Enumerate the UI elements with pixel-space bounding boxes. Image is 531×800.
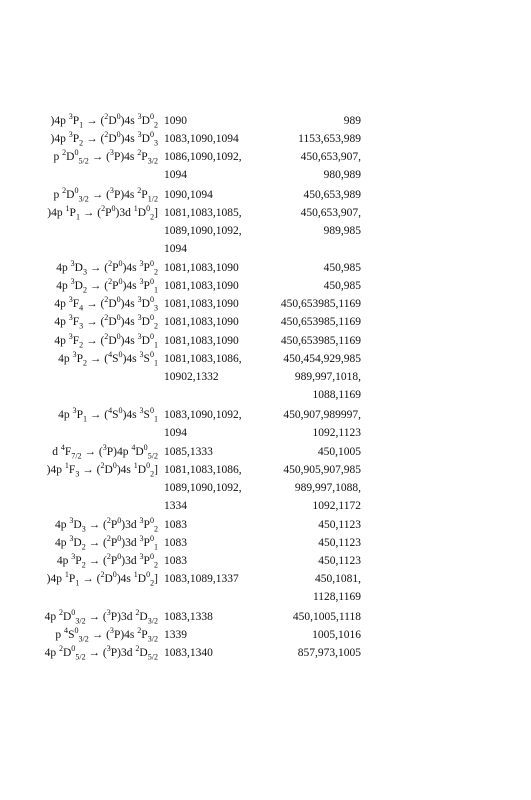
reference-cell: 1086,1090,1092, [164,151,242,163]
reference-cell: 1083,1089,1337 [164,573,239,585]
transition-cell: )4p $^1P_1 \to (^2D^0)4s$ $^1D^0_2$] [46,570,158,588]
transition-cell: 4p $^3F_4 \to (^2D^0)4s$ $^3D^0_3$ [54,295,158,313]
table-row [0,552,531,570]
table-row [0,424,531,442]
reference-cell: 1083,1090,1094 [164,133,239,145]
value-cell: 450,905,907,985 [283,464,361,476]
table-row [0,186,531,204]
value-cell: 450,985 [323,280,361,292]
transition-cell: 4p $^3D_2 \to (^2P^0)3d$ $^3P^0_1$ [54,534,158,552]
value-cell: 989,997,1018, [294,371,361,383]
reference-cell: 1083,1340 [164,647,213,659]
reference-cell: 1081,1083,1085, [164,207,242,219]
value-cell: 1128,1169 [312,591,361,603]
reference-cell: 1089,1090,1092, [164,225,242,237]
reference-cell: 1081,1083,1090 [164,298,239,310]
reference-cell: 1094 [164,427,187,439]
value-cell: 450,653,907, [300,151,361,163]
value-cell: 450,1005 [317,446,361,458]
table-row [0,570,531,588]
table-row [0,295,531,313]
transition-cell: )4p $^3P_2 \to (^2D^0)4s$ $^3D^0_3$ [50,130,158,148]
reference-cell: 1083 [164,555,187,567]
table-row [0,259,531,277]
value-cell: 980,989 [323,169,361,181]
reference-cell: 1090 [164,115,187,127]
table-row [0,443,531,461]
reference-cell: 1083,1338 [164,611,213,623]
table-row [0,148,531,166]
value-cell: 857,973,1005 [297,647,361,659]
table-row [0,406,531,424]
table-row [0,112,531,130]
value-cell: 450,1123 [318,537,361,549]
table-row [0,461,531,479]
transition-cell: 4p $^3D_3 \to (^2P^0)4s$ $^3P^0_2$ [56,259,158,277]
value-cell: 1092,1123 [312,427,361,439]
reference-cell: 1083 [164,537,187,549]
transition-cell: p $^4S^0_{3/2} \to (^3P)4s$ $^2P_{3/2}$ [55,626,158,644]
transition-cell: p $^2D^0_{5/2} \to (^3P)4s$ $^2P_{3/2}$ [53,148,158,166]
reference-cell: 1334 [164,500,187,512]
value-cell: 1088,1169 [312,389,361,401]
table-row [0,313,531,331]
value-cell: 450,653985,1169 [280,298,361,310]
value-cell: 450,653,989 [303,189,361,201]
value-cell: 450,653985,1169 [280,335,361,347]
transition-cell: 4p $^3F_3 \to (^2D^0)4s$ $^3D^0_2$ [54,313,158,331]
value-cell: 450,907,989997, [283,409,361,421]
reference-cell: 1081,1083,1086, [164,353,242,365]
value-cell: 450,653,907, [300,207,361,219]
transition-cell: 4p $^3P_1 \to (^4S^0)4s$ $^3S^0_1$ [58,406,158,424]
transition-cell: 4p $^3D_3 \to (^2P^0)3d$ $^3P^0_2$ [54,516,158,534]
reference-cell: 1081,1083,1090 [164,316,239,328]
transition-cell: 4p $^3P_2 \to (^4S^0)4s$ $^3S^0_1$ [58,350,158,368]
table-row [0,644,531,662]
table-row [0,277,531,295]
transition-cell: 4p $^3F_2 \to (^2D^0)4s$ $^3D^0_1$ [54,332,158,350]
table-row [0,350,531,368]
table-row [0,204,531,222]
reference-cell: 1083,1090,1092, [164,409,242,421]
value-cell: 450,985 [323,262,361,274]
table-row [0,534,531,552]
value-cell: 1153,653,989 [298,133,361,145]
table-row [0,516,531,534]
value-cell: 989 [343,115,361,127]
reference-cell: 1081,1083,1090 [164,262,239,274]
transition-cell: d $^4F_{7/2} \to (^3P)4p$ $^4D^0_{5/2}$ [52,443,158,461]
table-row [0,130,531,148]
reference-cell: 1085,1333 [164,446,213,458]
value-cell: 450,454,929,985 [283,353,361,365]
reference-cell: 1089,1090,1092, [164,482,242,494]
transition-cell: 4p $^3P_2 \to (^2P^0)3d$ $^3P^0_2$ [56,552,158,570]
table-row [0,626,531,644]
reference-cell: 1090,1094 [164,189,213,201]
reference-cell: 1081,1083,1090 [164,280,239,292]
reference-cell: 1081,1083,1090 [164,335,239,347]
reference-cell: 1339 [164,629,187,641]
transition-cell: )4p $^1F_3 \to (^2D^0)4s$ $^1D^0_2$] [46,461,158,479]
value-cell: 1005,1016 [312,629,361,641]
value-cell: 450,1081, [315,573,361,585]
value-cell: 450,1123 [318,555,361,567]
reference-cell: 10902,1332 [164,371,219,383]
value-cell: 450,1123 [318,519,361,531]
value-cell: 1092,1172 [312,500,361,512]
value-cell: 989,997,1088, [294,482,361,494]
reference-cell: 1083 [164,519,187,531]
transition-cell: 4p $^3D_2 \to (^2P^0)4s$ $^3P^0_1$ [56,277,158,295]
transition-cell: p $^2D^0_{3/2} \to (^3P)4s$ $^2P_{1/2}$ [53,186,158,204]
transition-cell: 4p $^2D^0_{5/2} \to (^3P)3d$ $^2D_{5/2}$ [44,644,158,662]
reference-cell: 1081,1083,1086, [164,464,242,476]
value-cell: 450,1005,1118 [292,611,361,623]
table-row [0,386,531,404]
transition-cell: )4p $^3P_1 \to (^2D^0)4s$ $^3D^0_2$ [50,112,158,130]
reference-cell: 1094 [164,169,187,181]
table-row [0,240,531,258]
value-cell: 450,653985,1169 [280,316,361,328]
table-row [0,588,531,606]
table-row [0,608,531,626]
reference-cell: 1094 [164,243,187,255]
table-row [0,222,531,240]
transition-cell: 4p $^2D^0_{3/2} \to (^3P)3d$ $^2D_{3/2}$ [44,608,158,626]
table-row [0,497,531,515]
transition-cell: )4p $^1P_1 \to (^2P^0)3d$ $^1D^0_2$] [47,204,158,222]
table-row [0,166,531,184]
table-row [0,332,531,350]
table-row [0,479,531,497]
value-cell: 989,985 [323,225,361,237]
table-row [0,368,531,386]
